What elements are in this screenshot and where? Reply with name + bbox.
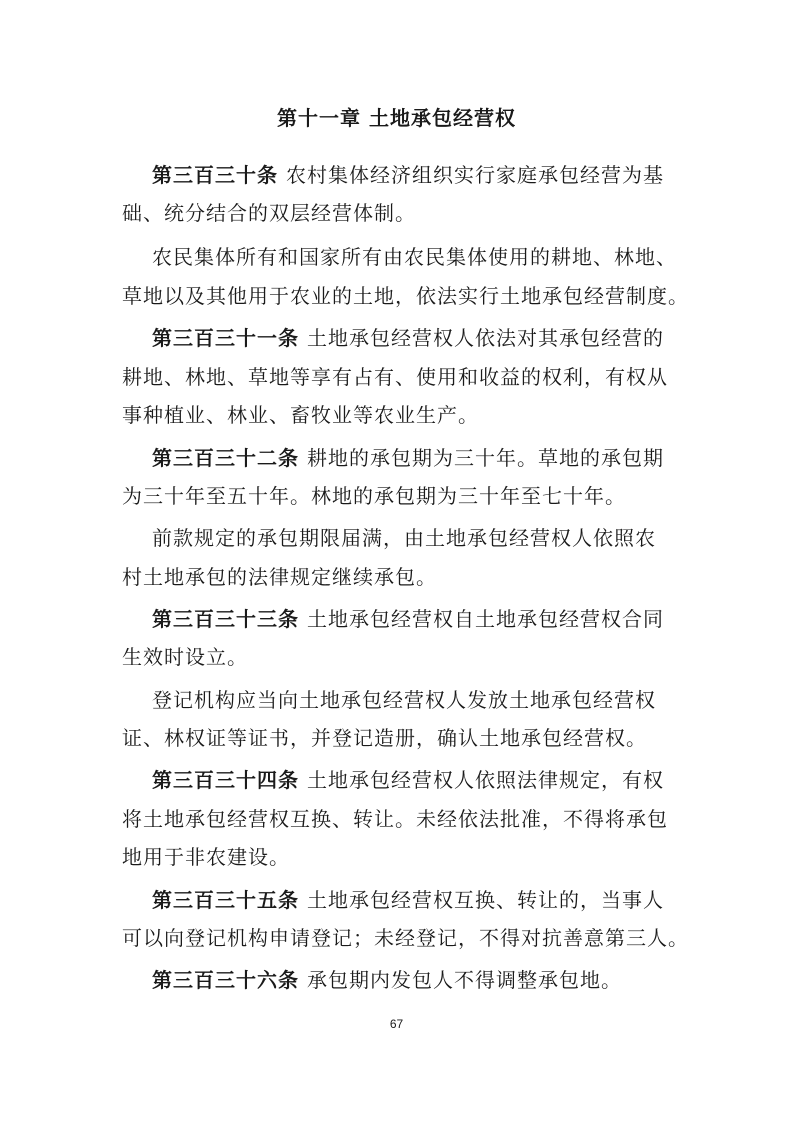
paragraph-line xyxy=(152,442,664,474)
paragraph-line: 将土地承包经营权互换、转让。未经依法批准，不得将承包 xyxy=(122,807,668,831)
paragraph-line: 证、林权证等证书，并登记造册，确认土地承包经营权。 xyxy=(122,726,647,750)
paragraph-line: 地用于非农建设。 xyxy=(122,845,290,869)
article-text: 土地承包经营权人依法对其承包经营的 xyxy=(307,326,664,350)
paragraph-line: 为三十年至五十年。林地的承包期为三十年至七十年。 xyxy=(122,484,626,508)
paragraph-line: 农民集体所有和国家所有由农民集体使用的耕地、林地、 xyxy=(152,245,677,269)
paragraph-line: 生效时设立。 xyxy=(122,645,248,669)
paragraph-line: 可以向登记机构申请登记；未经登记，不得对抗善意第三人。 xyxy=(122,926,689,950)
article-number: 第三百三十六条 xyxy=(152,968,299,992)
paragraph-line: 村土地承包的法律规定继续承包。 xyxy=(122,565,437,589)
article-text: 土地承包经营权自土地承包经营权合同 xyxy=(307,607,664,631)
chapter-title: 第十一章 土地承包经营权 xyxy=(277,106,516,130)
article-text: 农村集体经济组织实行家庭承包经营为基 xyxy=(286,163,664,187)
paragraph-line: 事种植业、林业、畜牧业等农业生产。 xyxy=(122,403,479,427)
article-number: 第三百三十五条 xyxy=(152,888,299,912)
paragraph-line: 耕地、林地、草地等享有占有、使用和收益的权利，有权从 xyxy=(122,365,668,389)
paragraph-line xyxy=(152,884,664,916)
article-number: 第三百三十二条 xyxy=(152,446,299,470)
paragraph-line xyxy=(152,964,622,996)
paragraph-line xyxy=(152,159,664,191)
paragraph-line xyxy=(152,322,664,354)
article-number: 第三百三十四条 xyxy=(152,768,299,792)
paragraph-line: 登记机构应当向土地承包经营权人发放土地承包经营权 xyxy=(152,688,656,712)
article-text: 土地承包经营权互换、转让的，当事人 xyxy=(307,888,664,912)
article-text: 土地承包经营权人依照法律规定，有权 xyxy=(307,768,664,792)
paragraph-line: 草地以及其他用于农业的土地，依法实行土地承包经营制度。 xyxy=(122,284,689,308)
article-text: 耕地的承包期为三十年。草地的承包期 xyxy=(307,446,664,470)
page-number: 67 xyxy=(389,1017,404,1031)
paragraph-line xyxy=(152,764,664,796)
article-text: 承包期内发包人不得调整承包地。 xyxy=(307,968,622,992)
article-number: 第三百三十条 xyxy=(152,163,278,187)
article-number: 第三百三十三条 xyxy=(152,607,299,631)
paragraph-line xyxy=(152,603,664,635)
article-number: 第三百三十一条 xyxy=(152,326,299,350)
paragraph-line: 前款规定的承包期限届满，由土地承包经营权人依照农 xyxy=(152,526,656,550)
paragraph-line: 础、统分结合的双层经营体制。 xyxy=(122,201,416,225)
